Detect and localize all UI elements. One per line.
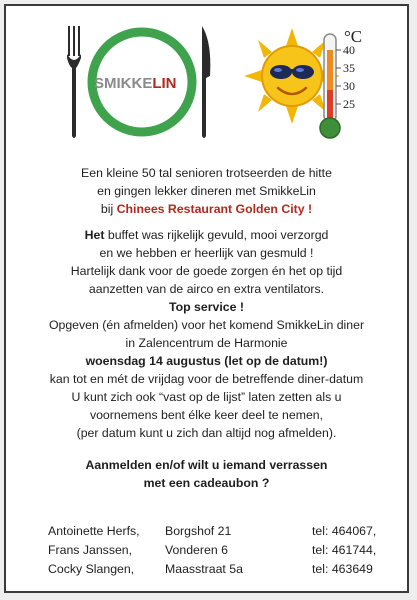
cta-line: met een cadeaubon ? xyxy=(143,476,270,490)
signup-line: voornemens bent élke keer deel te nemen, xyxy=(89,408,324,422)
dinner-date: woensdag 14 augustus (let op de datum!) xyxy=(85,354,328,368)
flyer-page xyxy=(4,4,409,593)
signup-line: Opgeven (én afmelden) voor het komend SmikkeLin diner xyxy=(48,318,365,332)
cta-line: Aanmelden en/of wilt u iemand verrassen xyxy=(85,458,328,472)
signup-line: in Zalencentrum de Harmonie xyxy=(125,336,288,350)
thermometer-icon xyxy=(320,27,362,138)
contact-name: Antoinette Herfs, xyxy=(48,524,140,538)
signup-line: U kunt zich ook “vast op de lijst” laten zetten als u xyxy=(71,390,342,404)
contact-list xyxy=(48,524,395,581)
thermometer-tick: 25 xyxy=(343,97,355,111)
contact-phone: tel: 464067, xyxy=(312,524,377,538)
thermometer-tick: 35 xyxy=(343,61,355,75)
intro-line: bij Chinees Restaurant Golden City ! xyxy=(100,202,313,216)
buffet-line: en we hebben er heerlijk van gesmuld ! xyxy=(99,246,314,260)
knife-icon xyxy=(202,26,210,138)
contact-phone: tel: 461744, xyxy=(312,543,377,557)
smikkelin-logo xyxy=(66,22,216,142)
sun-icon xyxy=(244,20,384,150)
contact-address: Borgshof 21 xyxy=(165,524,232,538)
intro-line: Een kleine 50 tal senioren trotseerden de hitte xyxy=(81,166,332,180)
buffet-line: Hartelijk dank voor de goede zorgen én het op tijd xyxy=(70,264,343,278)
plate-logo-graphic xyxy=(66,22,216,142)
buffet-line: Het buffet was rijkelijk gevuld, mooi verzorgd xyxy=(84,228,329,242)
fork-icon xyxy=(67,26,81,138)
contact-name: Cocky Slangen, xyxy=(48,562,135,576)
top-service-line: Top service ! xyxy=(169,300,244,314)
contact-phone: tel: 463649 xyxy=(312,562,373,576)
flyer-body xyxy=(14,164,399,492)
thermometer-tick: 40 xyxy=(343,43,355,57)
contact-row xyxy=(48,543,395,562)
signup-line: kan tot en mét de vrijdag voor de betreffende diner-datum xyxy=(49,372,364,386)
contact-address: Maasstraat 5a xyxy=(165,562,243,576)
sun-thermometer-illustration xyxy=(244,20,384,150)
buffet-line: aanzetten van de airco en extra ventilators. xyxy=(88,282,325,296)
intro-line: en gingen lekker dineren met SmikkeLin xyxy=(97,184,316,198)
restaurant-name: Chinees Restaurant Golden City ! xyxy=(116,202,313,216)
thermometer-tick: 30 xyxy=(343,79,355,93)
logo-wordmark: SMIKKELIN xyxy=(94,75,177,92)
temperature-unit: °C xyxy=(344,27,363,46)
contact-name: Frans Janssen, xyxy=(48,543,133,557)
contact-address: Vonderen 6 xyxy=(165,543,228,557)
contact-row xyxy=(48,524,395,543)
signup-line: (per datum kunt u zich dan altijd nog afmelden). xyxy=(76,426,337,440)
contact-row xyxy=(48,562,395,581)
